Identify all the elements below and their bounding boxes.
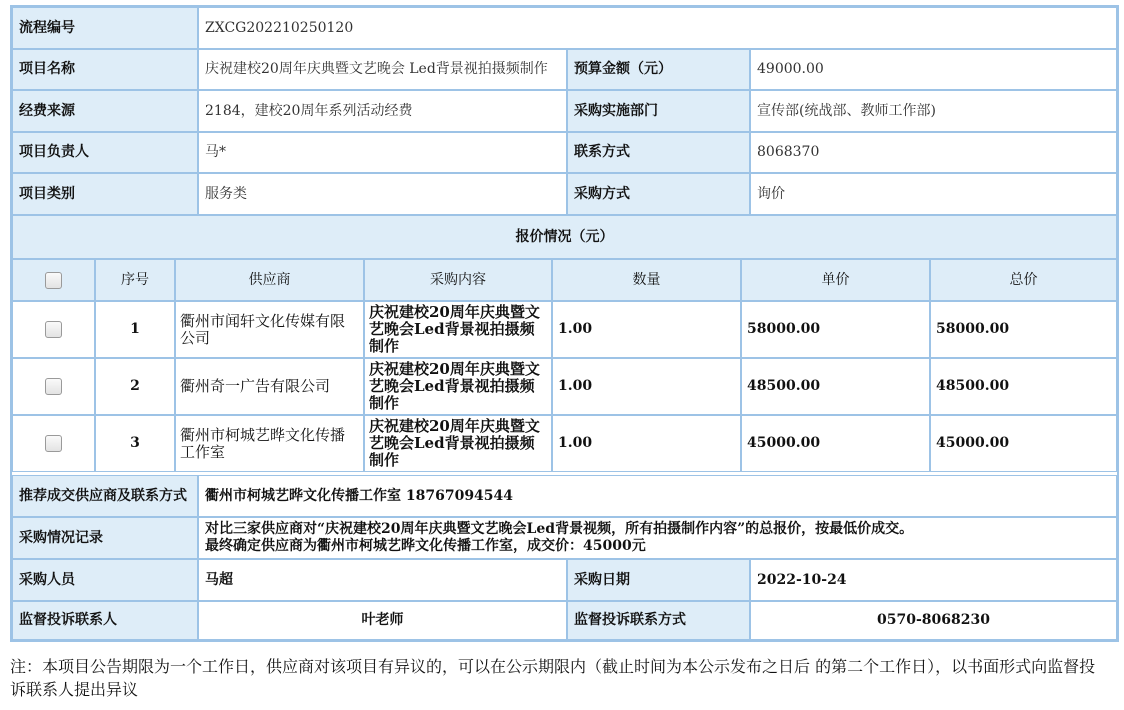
header-qty: 数量	[552, 259, 741, 301]
row-1-unit-price: 58000.00	[741, 301, 930, 358]
row-2-checkbox[interactable]	[45, 378, 62, 395]
row-1-supplier: 衢州市闻轩文化传媒有限公司	[175, 301, 364, 358]
process-no-label: 流程编号	[12, 7, 198, 49]
row-1-content: 庆祝建校20周年庆典暨文艺晚会Led背景视拍摄频制作	[364, 301, 552, 358]
buyer-value: 马超	[198, 559, 567, 601]
row-2-total-price: 48500.00	[930, 358, 1117, 415]
row-2-seq: 2	[95, 358, 175, 415]
leader-label: 项目负责人	[12, 132, 198, 173]
date-value: 2022-10-24	[750, 559, 1117, 601]
row-2-select-cell	[12, 358, 95, 415]
row-1-select-cell	[12, 301, 95, 358]
dept-label: 采购实施部门	[567, 90, 750, 132]
category-label: 项目类别	[12, 173, 198, 215]
row-1-seq: 1	[95, 301, 175, 358]
supervisor-contact-label: 监督投诉联系方式	[567, 601, 750, 640]
date-label: 采购日期	[567, 559, 750, 601]
budget-label: 预算金额（元）	[567, 49, 750, 90]
row-3-supplier: 衢州市柯城艺晔文化传播工作室	[175, 415, 364, 472]
recommend-value: 衢州市柯城艺晔文化传播工作室 18767094544	[198, 475, 1117, 517]
row-2-qty: 1.00	[552, 358, 741, 415]
fund-source-value: 2184，建校20周年系列活动经费	[198, 90, 567, 132]
row-1-checkbox[interactable]	[45, 321, 62, 338]
dept-value: 宣传部(统战部、教师工作部)	[750, 90, 1117, 132]
project-name-label: 项目名称	[12, 49, 198, 90]
quote-section-title: 报价情况（元）	[12, 215, 1117, 259]
row-3-select-cell	[12, 415, 95, 472]
recommend-label: 推荐成交供应商及联系方式	[12, 475, 198, 517]
fund-source-label: 经费来源	[12, 90, 198, 132]
header-content: 采购内容	[364, 259, 552, 301]
contact-value: 8068370	[750, 132, 1117, 173]
row-3-unit-price: 45000.00	[741, 415, 930, 472]
row-3-content: 庆祝建校20周年庆典暨文艺晚会Led背景视拍摄频制作	[364, 415, 552, 472]
contact-label: 联系方式	[567, 132, 750, 173]
row-2-supplier: 衢州奇一广告有限公司	[175, 358, 364, 415]
row-3-qty: 1.00	[552, 415, 741, 472]
process-no-value: ZXCG202210250120	[198, 7, 1117, 49]
budget-value: 49000.00	[750, 49, 1117, 90]
record-label: 采购情况记录	[12, 517, 198, 559]
header-unit-price: 单价	[741, 259, 930, 301]
method-value: 询价	[750, 173, 1117, 215]
row-1-total-price: 58000.00	[930, 301, 1117, 358]
category-value: 服务类	[198, 173, 567, 215]
supervisor-contact-value: 0570-8068230	[750, 601, 1117, 640]
row-3-total-price: 45000.00	[930, 415, 1117, 472]
row-2-content: 庆祝建校20周年庆典暨文艺晚会Led背景视拍摄频制作	[364, 358, 552, 415]
row-3-seq: 3	[95, 415, 175, 472]
row-3-checkbox[interactable]	[45, 435, 62, 452]
header-seq: 序号	[95, 259, 175, 301]
select-all-checkbox[interactable]	[45, 272, 62, 289]
supervisor-value: 叶老师	[198, 601, 567, 640]
supervisor-label: 监督投诉联系人	[12, 601, 198, 640]
header-total-price: 总价	[930, 259, 1117, 301]
header-supplier: 供应商	[175, 259, 364, 301]
method-label: 采购方式	[567, 173, 750, 215]
row-1-qty: 1.00	[552, 301, 741, 358]
record-line-1: 对比三家供应商对“庆祝建校20周年庆典暨文艺晚会Led背景视频，所有拍摄制作内容”的总报价，按最低价成交。	[205, 521, 914, 537]
record-value	[198, 517, 1117, 559]
row-2-unit-price: 48500.00	[741, 358, 930, 415]
project-name-value: 庆祝建校20周年庆典暨文艺晚会 Led背景视拍摄频制作	[198, 49, 567, 90]
select-all-cell	[12, 259, 95, 301]
buyer-label: 采购人员	[12, 559, 198, 601]
leader-value: 马*	[198, 132, 567, 173]
footnote: 注：本项目公告期限为一个工作日，供应商对该项目有异议的，可以在公示期限内（截止时间为本公示发布之日后 的第二个工作日），以书面形式向监督投诉联系人提出异议	[10, 657, 1096, 699]
record-line-2: 最终确定供应商为衢州市柯城艺晔文化传播工作室，成交价：45000元	[205, 538, 646, 554]
